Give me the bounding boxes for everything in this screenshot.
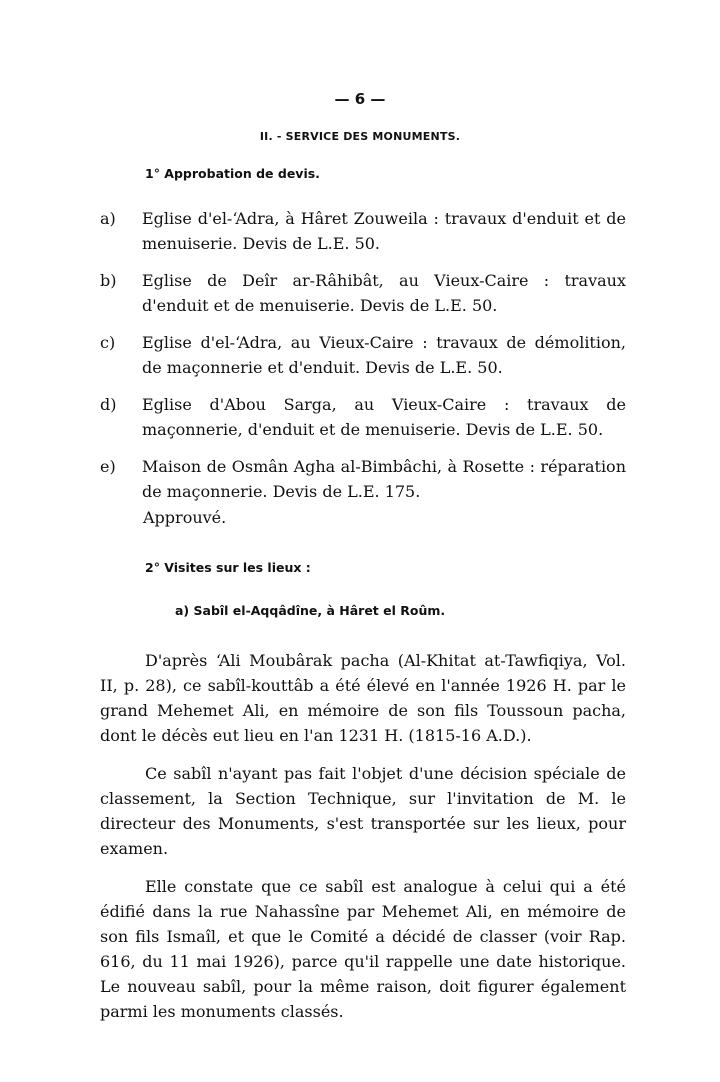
list-item-text: Eglise d'el-ʻAdra, à Hâret Zouweila : travaux d'enduit et de menuiserie. Devis de L.E. 50. — [142, 209, 626, 253]
subheading-sabil: a) Sabîl el-Aqqâdîne, à Hâret el Roûm. — [175, 603, 446, 618]
list-item-label: e) — [100, 457, 116, 476]
approval-list — [100, 206, 626, 516]
list-item — [100, 268, 626, 318]
body-text — [100, 648, 626, 1037]
list-item-label: c) — [100, 333, 116, 352]
list-item-text: Eglise d'el-ʻAdra, au Vieux-Caire : travaux de démolition, de maçonnerie et d'enduit. Devis de L.E. 50. — [142, 333, 626, 377]
list-item — [100, 392, 626, 442]
page-number: — 6 — — [334, 90, 386, 108]
list-item-text: Maison de Osmân Agha al-Bimbâchi, à Rosette : réparation de maçonnerie. Devis de L.E. 175. — [142, 457, 626, 501]
list-item-label: a) — [100, 209, 116, 228]
list-item-label: b) — [100, 271, 117, 290]
list-item — [100, 206, 626, 256]
subheading-visits: 2° Visites sur les lieux : — [145, 560, 311, 575]
list-item — [100, 454, 626, 504]
list-item-text: Eglise d'Abou Sarga, au Vieux-Caire : travaux de maçonnerie, d'enduit et de menuiserie. Devis de L.E. 50. — [142, 395, 626, 439]
paragraph: D'après ʻAli Moubârak pacha (Al-Khitat at-Tawfiqiya, Vol. II, p. 28), ce sabîl-kouttâb a été élevé en l'année 1926 H. par le grand Mehemet Ali, en mémoire de son fils Toussoun pacha, dont le décès eut lieu en l'an 1231 H. (1815-16 A.D.). — [100, 651, 626, 745]
paragraph: Elle constate que ce sabîl est analogue à celui qui a été édifié dans la rue Nahassîne par Mehemet Ali, en mémoire de son fils Ismaîl, et que le Comité a décidé de classer (voir Rap. 616, du 11 mai 1926), parce qu'il rappelle une date historique. Le nouveau sabîl, pour la même raison, doit figurer également parmi les monuments classés. — [100, 877, 626, 1021]
paragraph: Ce sabîl n'ayant pas fait l'objet d'une décision spéciale de classement, la Section Technique, sur l'invitation de M. le directeur des Monuments, s'est transportée sur les lieux, pour examen. — [100, 764, 626, 858]
section-title: II. - SERVICE DES MONUMENTS. — [259, 130, 461, 143]
list-item — [100, 330, 626, 380]
list-item-text: Eglise de Deîr ar-Râhibât, au Vieux-Caire : travaux d'enduit et de menuiserie. Devis de L.E. 50. — [142, 271, 626, 315]
list-item-label: d) — [100, 395, 117, 414]
subheading-approval: 1° Approbation de devis. — [145, 166, 320, 181]
approved-text: Approuvé. — [143, 508, 227, 527]
